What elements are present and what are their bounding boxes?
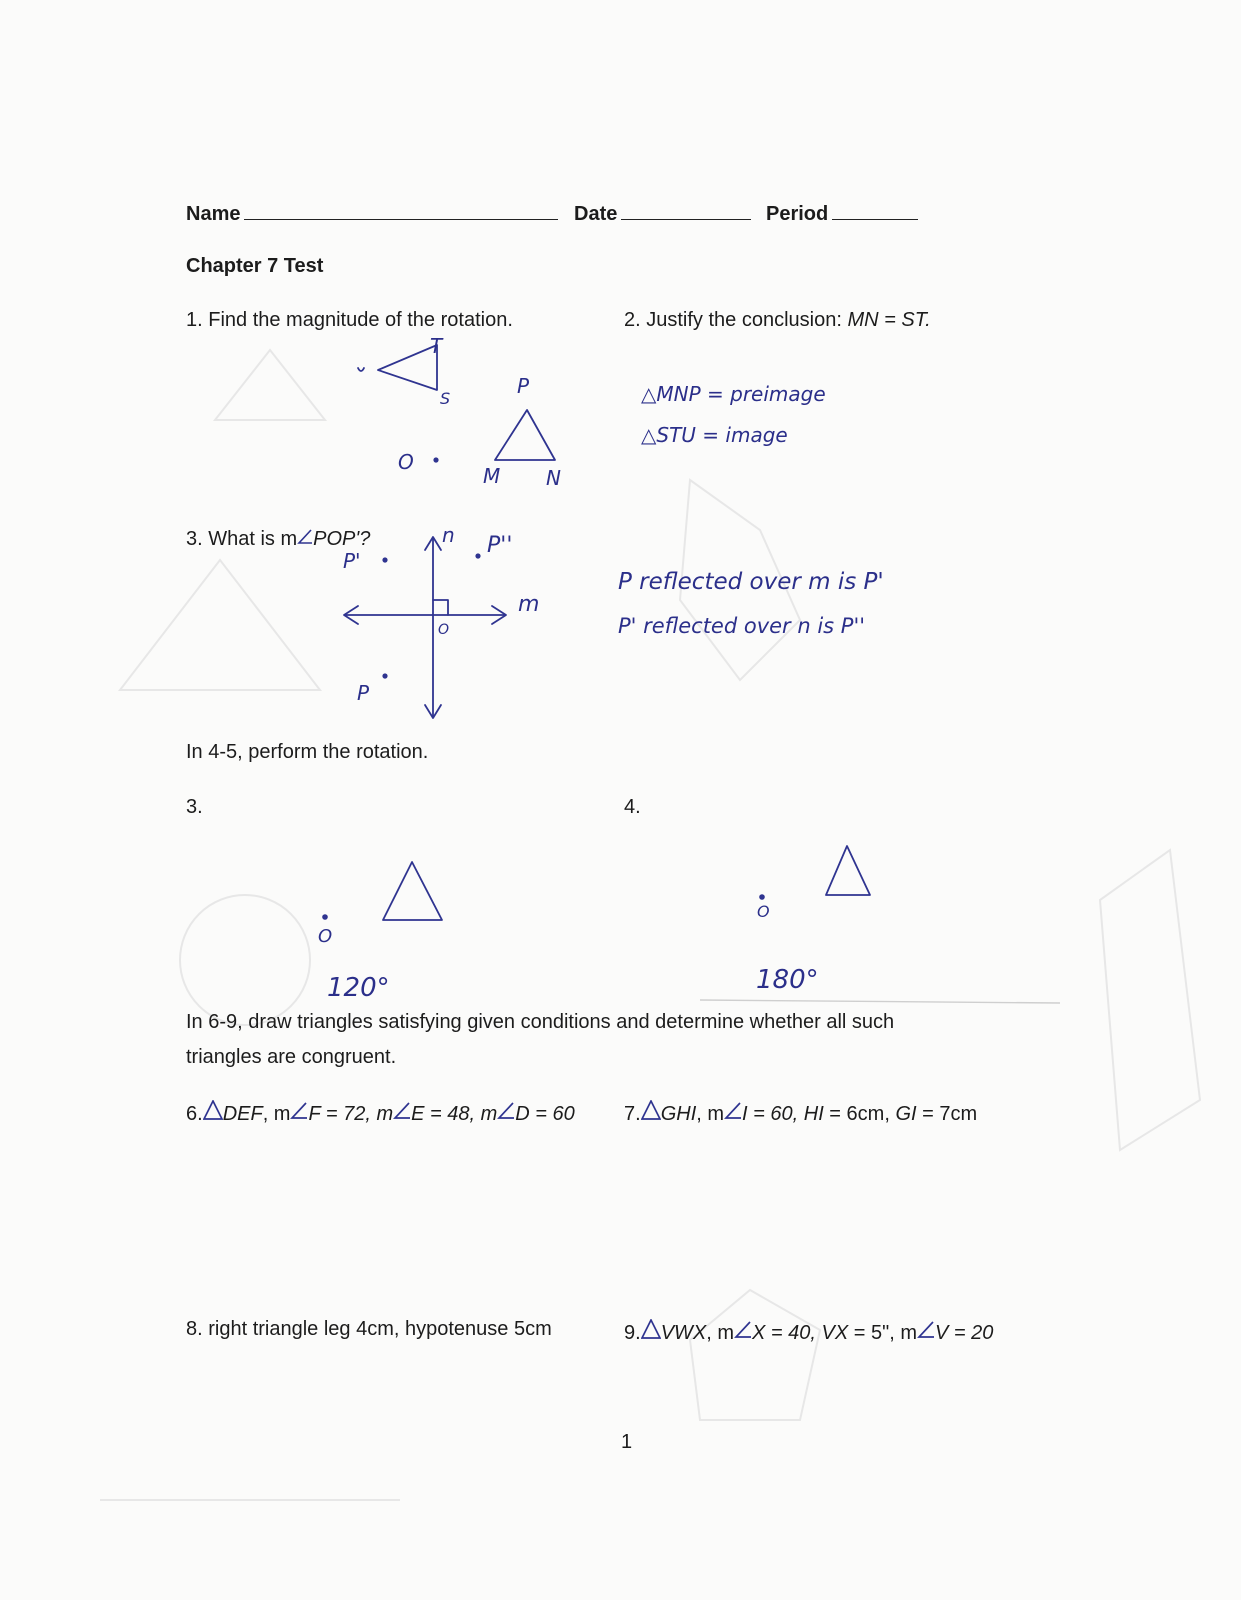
question-8: 8. right triangle leg 4cm, hypotenuse 5cm: [186, 1318, 552, 1340]
q3-label-p-prime: P': [343, 549, 361, 573]
question-6-text-f: F = 72, m: [308, 1103, 394, 1125]
question-9-name: VWX: [660, 1322, 707, 1344]
question-2-math: MN = ST.: [847, 309, 931, 331]
question-9: [624, 1319, 993, 1343]
angle-symbol-icon: [393, 1101, 411, 1120]
question-7-text-c: = 6cm,: [823, 1103, 896, 1125]
date-label: Date: [574, 203, 618, 225]
item-a-triangle: [383, 862, 442, 920]
question-6-number: 6.: [186, 1103, 203, 1125]
period-label: Period: [766, 203, 829, 225]
q2-answer-line-2: △STU = image: [641, 423, 788, 447]
triangle-symbol-icon: [641, 1319, 661, 1339]
triangle-symbol-icon: [203, 1100, 223, 1120]
section-6-9-instruction-line-2: triangles are congruent.: [186, 1046, 397, 1068]
question-9-vx: VX: [821, 1322, 849, 1344]
angle-symbol-icon: [724, 1101, 742, 1120]
q3-label-p-double-prime: P'': [487, 533, 513, 558]
question-9-number: 9.: [624, 1322, 641, 1344]
item-b-triangle: [826, 846, 870, 895]
q1-label-n: N: [546, 466, 561, 490]
question-9-text-b: X = 40,: [752, 1322, 822, 1344]
q3-label-p: P: [357, 681, 370, 705]
angle-symbol-icon: [734, 1320, 752, 1339]
q1-label-m: M: [483, 464, 501, 488]
faint-divider: [700, 1000, 1060, 1003]
q1-label-s: S: [440, 389, 451, 408]
q2-answer-line-1: △MNP = preimage: [641, 382, 826, 406]
angle-symbol-icon: [497, 1101, 515, 1120]
question-7-gi: GI: [895, 1103, 917, 1125]
question-9-text-a: , m: [706, 1322, 735, 1344]
question-7-text-a: , m: [696, 1103, 725, 1125]
q1-label-t: T: [430, 334, 443, 358]
q3-label-m: m: [518, 592, 540, 617]
question-6: [186, 1100, 575, 1124]
item-a-center-dot: [322, 914, 328, 920]
q3-label-o: O: [438, 622, 450, 638]
question-7-name: GHI: [660, 1103, 697, 1125]
q3-label-n: n: [442, 523, 455, 547]
question-7-number: 7.: [624, 1103, 641, 1125]
item-a-number: 3.: [186, 796, 203, 818]
question-6-text-e: E = 48, m: [411, 1103, 498, 1125]
question-9-text-c: = 5", m: [848, 1322, 918, 1344]
q1-label-o: O: [398, 450, 414, 474]
question-6-text-d: D = 60: [515, 1103, 575, 1125]
q3-answer-line-1: P reflected over m is P': [618, 569, 884, 595]
angle-symbol-icon: [290, 1101, 308, 1120]
question-1: 1. Find the magnitude of the rotation.: [186, 309, 513, 331]
q1-label-p: P: [517, 374, 530, 398]
angle-symbol-icon: [917, 1320, 935, 1339]
item-b-angle: 180°: [756, 965, 819, 995]
question-9-text-d: V = 20: [935, 1322, 994, 1344]
question-3-text: 3. What is m: [186, 528, 298, 550]
question-3-angle: POP'?: [313, 528, 371, 550]
question-6-name: DEF: [222, 1103, 263, 1125]
page-number: 1: [621, 1431, 633, 1453]
q3-answer-line-2: P' reflected over n is P'': [618, 614, 866, 638]
question-7-text-b: I = 60,: [742, 1103, 804, 1125]
question-2-text: 2. Justify the conclusion:: [624, 309, 848, 331]
triangle-symbol-icon: [641, 1100, 661, 1120]
question-7-hi: HI: [803, 1103, 824, 1125]
item-b-center-dot: [759, 894, 765, 900]
item-a-center-label: O: [318, 926, 333, 947]
name-label: Name: [186, 203, 241, 225]
item-b-center-label: O: [757, 902, 770, 921]
item-b-number: 4.: [624, 796, 641, 818]
question-7: [624, 1100, 977, 1124]
section-4-5-instruction: In 4-5, perform the rotation.: [186, 741, 429, 763]
question-7-text-d: = 7cm: [916, 1103, 978, 1125]
question-6-text-a: , m: [262, 1103, 291, 1125]
page-title: Chapter 7 Test: [186, 255, 324, 277]
section-6-9-instruction-line-1: In 6-9, draw triangles satisfying given conditions and determine whether all such: [186, 1011, 895, 1033]
item-a-angle: 120°: [327, 973, 390, 1003]
